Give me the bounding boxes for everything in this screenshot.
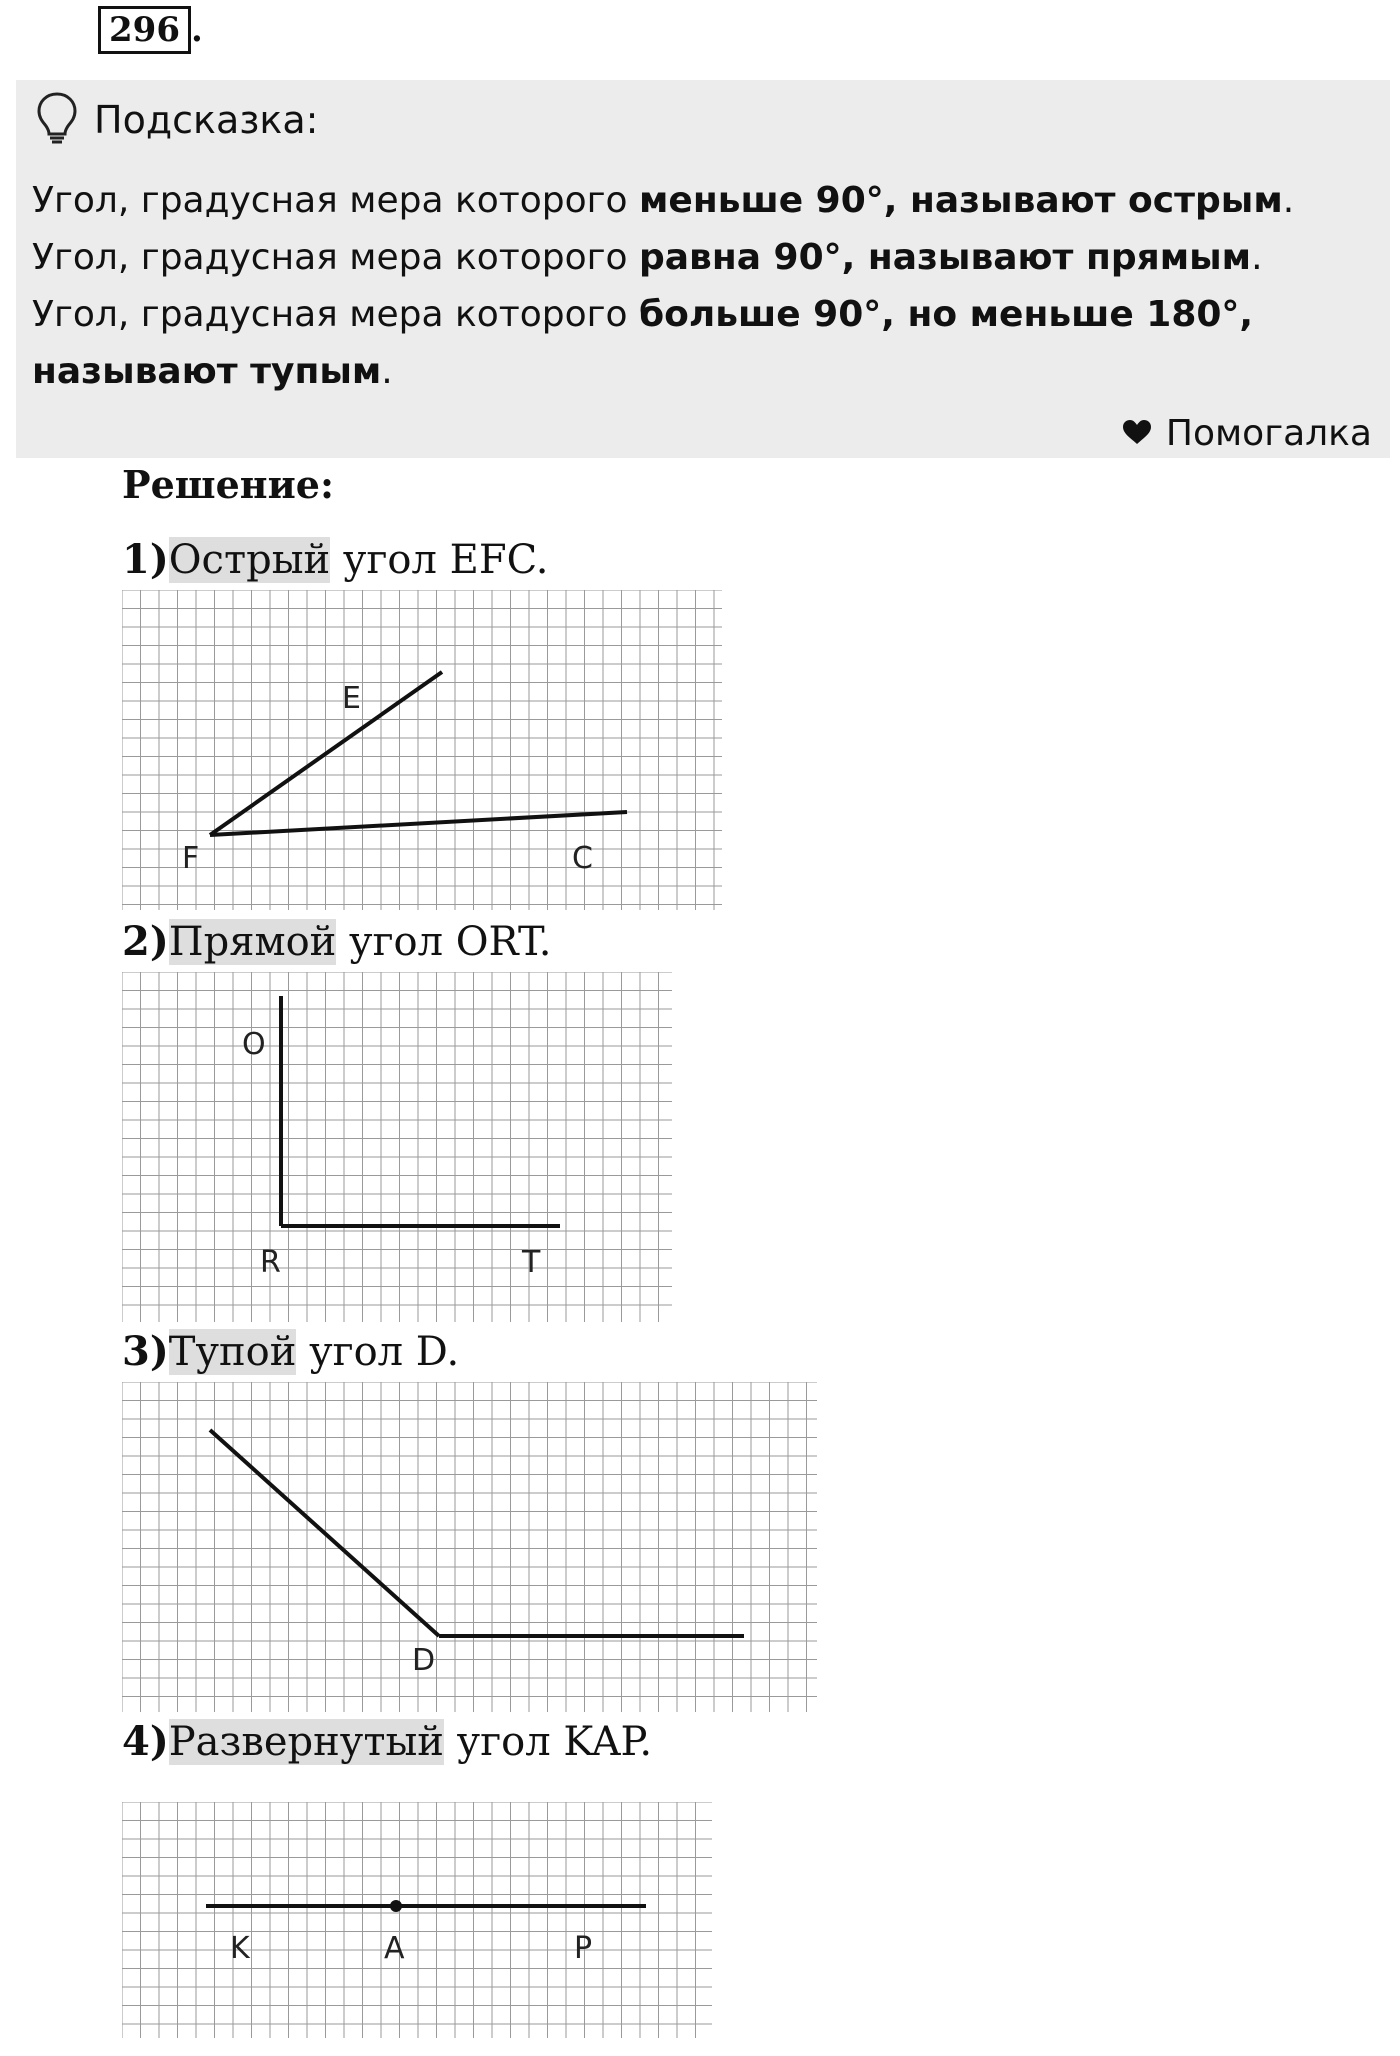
item-1-title: 1)Острый угол EFC. — [122, 536, 549, 583]
grid-straight-angle — [122, 1802, 712, 2038]
point-label-R: R — [260, 1245, 281, 1280]
exercise-number: 296 . — [98, 6, 203, 54]
brand-link[interactable] — [1122, 413, 1372, 454]
grid-right-angle — [122, 972, 672, 1322]
hint-line: называют тупым. — [32, 351, 393, 392]
lightbulb-icon — [34, 90, 80, 150]
grid-obtuse-angle — [122, 1382, 817, 1712]
hint-line: Угол, градусная мера которого меньше 90°, называют острым. — [32, 180, 1295, 221]
point-label-E: E — [342, 681, 361, 716]
item-4-title: 4)Развернутый угол KAP. — [122, 1718, 653, 1765]
obtuse-angle-figure — [122, 1382, 817, 1712]
point-label-C: C — [572, 841, 593, 876]
ray-D-upper — [210, 1430, 439, 1636]
hint-panel — [16, 80, 1390, 458]
point-label-P: P — [574, 1931, 593, 1966]
acute-angle-figure — [122, 590, 722, 910]
hint-header — [34, 90, 318, 150]
point-label-D: D — [412, 1643, 436, 1678]
hint-line: Угол, градусная мера которого больше 90°, но меньше 180°, — [32, 294, 1254, 335]
item-2-title: 2)Прямой угол ORT. — [122, 918, 552, 965]
right-angle-figure — [122, 972, 672, 1322]
point-A — [390, 1900, 402, 1912]
hint-text — [32, 172, 1372, 400]
hint-line: Угол, градусная мера которого равна 90°, называют прямым. — [32, 237, 1263, 278]
straight-angle-figure — [122, 1802, 712, 2038]
heart-icon — [1122, 413, 1166, 454]
hint-title: Подсказка: — [94, 98, 319, 142]
exercise-number-box: 296 — [98, 6, 191, 54]
item-3-title: 3)Тупой угол D. — [122, 1328, 460, 1375]
grid-acute-angle — [122, 590, 722, 910]
point-label-F: F — [182, 841, 200, 876]
point-label-T: T — [522, 1245, 541, 1280]
point-label-K: K — [230, 1931, 250, 1966]
point-label-A: A — [384, 1931, 405, 1966]
point-label-O: O — [242, 1027, 266, 1062]
brand-label: Помогалка — [1165, 413, 1372, 454]
solution-title: Решение: — [122, 462, 334, 507]
